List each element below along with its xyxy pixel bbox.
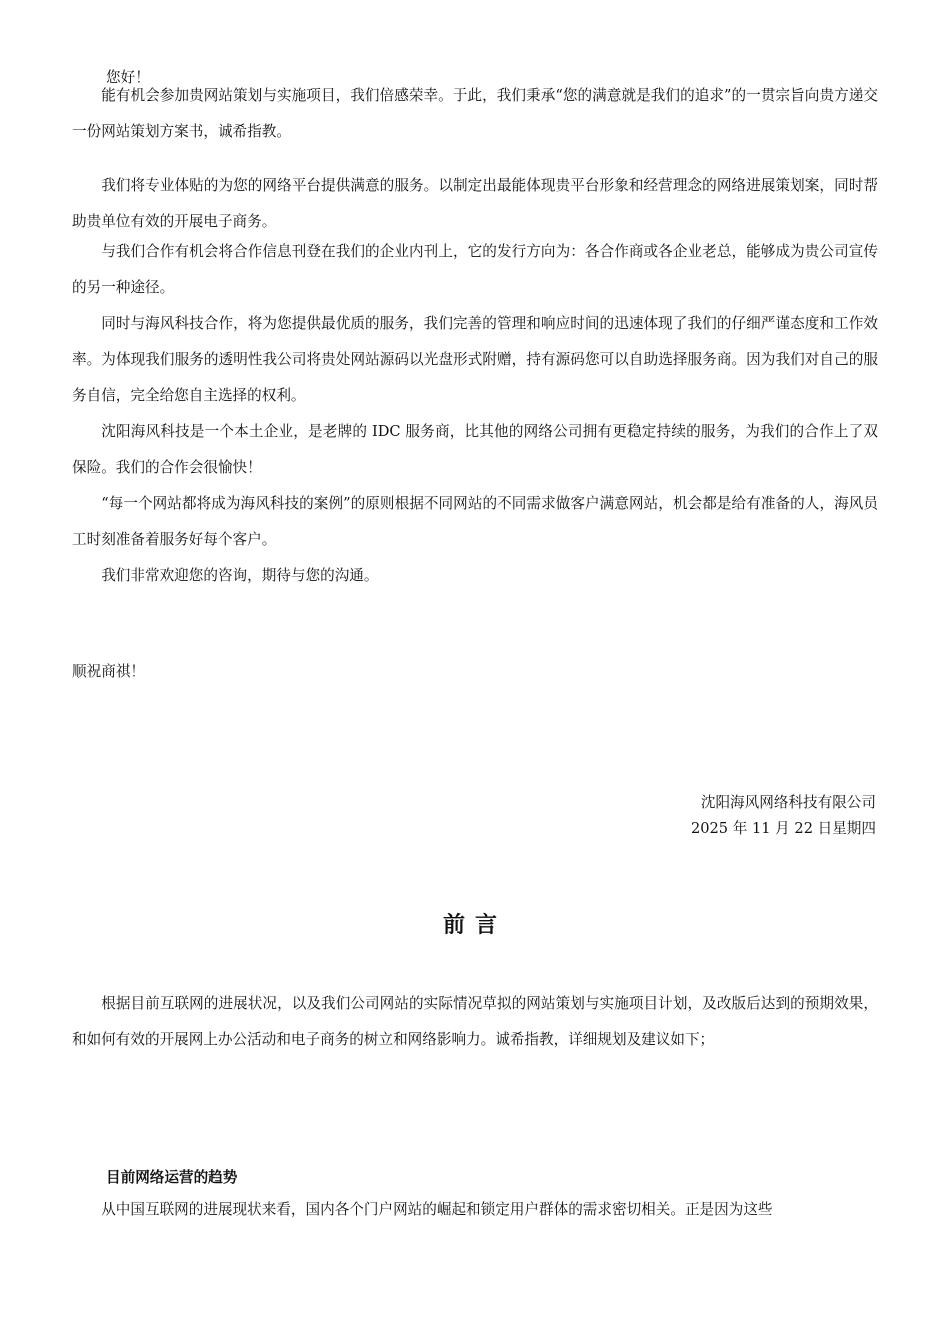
preface-title: 前言 [442,912,507,938]
letter-paragraph-2: 我们将专业体贴的为您的网络平台提供满意的服务。以制定出最能体现贵平台形象和经营理念的网络进展策划案，同时帮助贵单位有效的开展电子商务。 [72,177,878,230]
section-heading: 目前网络运营的趋势 [106,1169,238,1186]
letter-closing: 顺祝商祺！ [72,663,145,680]
letter-paragraph-1: 能有机会参加贵网站策划与实施项目，我们倍感荣幸。于此，我们秉承“您的满意就是我们的追求”的一贯宗旨向贵方递交一份网站策划方案书，诚希指教。 [72,87,878,140]
signature-company: 沈阳海风网络科技有限公司 [700,794,876,811]
preface-paragraph: 根据目前互联网的进展状况，以及我们公司网站的实际情况草拟的网站策划与实施项目计划，及改版后达到的预期效果，和如何有效的开展网上办公活动和电子商务的树立和网络影响力。诚希指教，详细规划及建议如下； [72,995,878,1048]
letter-greeting: 您好！ [106,69,150,86]
section-paragraph: 从中国互联网的进展现状来看，国内各个门户网站的崛起和锁定用户群体的需求密切相关。正是因为这些 [101,1201,773,1218]
letter-paragraph-6: “每一个网站都将成为海风科技的案例”的原则根据不同网站的不同需求做客户满意网站，机会都是给有准备的人，海风员工时刻准备着服务好每个客户。 [72,495,878,548]
letter-paragraph-7: 我们非常欢迎您的咨询，期待与您的沟通。 [101,567,379,584]
signature-date: 2025 年 11 月 22 日星期四 [690,820,876,837]
letter-paragraph-3: 与我们合作有机会将合作信息刊登在我们的企业内刊上，它的发行方向为：各合作商或各企业老总，能够成为贵公司宣传的另一种途径。 [72,243,878,296]
letter-paragraph-4: 同时与海风科技合作，将为您提供最优质的服务，我们完善的管理和响应时间的迅速体现了我们的仔细严谨态度和工作效率。为体现我们服务的透明性我公司将贵处网站源码以光盘形式附赠，持有源码您可以自助选择服务商。因为我们对自己的服务自信，完全给您自主选择的权利。 [72,315,878,404]
letter-paragraph-5: 沈阳海风科技是一个本土企业，是老牌的 IDC 服务商，比其他的网络公司拥有更稳定持续的服务，为我们的合作上了双保险。我们的合作会很愉快！ [72,423,878,476]
